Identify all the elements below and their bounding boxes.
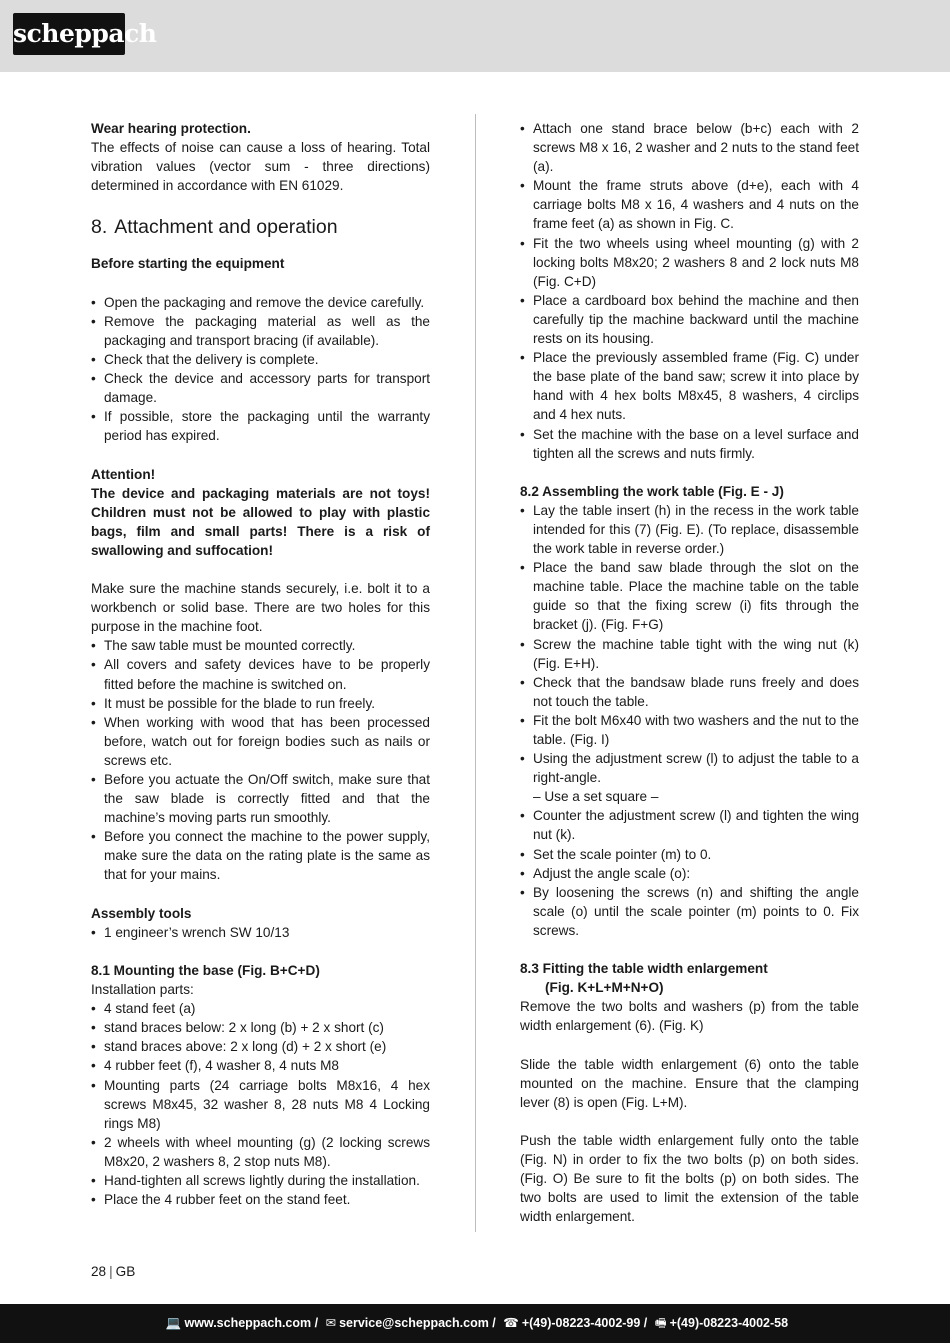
list-item: • stand braces below: 2 x long (b) + 2 x short (c) [91,1018,430,1037]
width-title-figs: (Fig. K+L+M+N+O) [545,980,664,996]
list-item: • Set the machine with the base on a level surface and tighten all the screws and nuts firmly. [520,425,859,463]
list-item: • Using the adjustment screw (l) to adjust the table to a right-angle. [520,749,859,787]
column-divider [475,114,476,1232]
list-item: • Place the 4 rubber feet on the stand feet. [91,1190,430,1209]
page-number-value: 28 [91,1264,107,1279]
list-item: • When working with wood that has been processed before, watch out for foreign bodies such as nails or screws etc. [91,713,430,770]
page-header [0,0,950,72]
page-footer [0,1304,950,1343]
hearing-title: Wear hearing protection. [91,121,251,136]
footer-website: www.scheppach.com / [184,1316,319,1330]
envelope-icon: ✉ [325,1316,337,1330]
list-item: • 4 stand feet (a) [91,999,430,1018]
hearing-text: The effects of noise can cause a loss of hearing. Total vibration values (vector sum - three directions) determined in accordance with EN 61029. [91,140,430,194]
list-item: • 4 rubber feet (f), 4 washer 8, 4 nuts M8 [91,1056,430,1075]
tools-title: Assembly tools [91,905,192,921]
secure-text: Make sure the machine stands securely, i.e. bolt it to a workbench or solid base. There are two holes for this purpose in the machine foot. [91,581,430,635]
width-paragraph-2: Slide the table width enlargement (6) onto the table mounted on the machine. Ensure that the clamping lever (8) is open (Fig. L+M). [520,1056,859,1110]
base-title: 8.1 Mounting the base (Fig. B+C+D) [91,962,320,978]
list-item: • Set the scale pointer (m) to 0. [520,845,859,864]
list-item: • Adjust the angle scale (o): [520,864,859,883]
width-title: 8.3 Fitting the table width enlargement [520,961,768,977]
telephone-icon: ☎ [503,1316,519,1330]
table-steps-list-continued [520,806,859,940]
section-number: 8. [91,216,108,239]
list-item: • Place a cardboard box behind the machine and then carefully tip the machine backward until the machine rests on its housing. [520,291,859,348]
list-item: • Open the packaging and remove the device carefully. [91,293,430,312]
table-title: 8.2 Assembling the work table (Fig. E - J) [520,483,784,499]
section-heading [91,214,430,254]
list-item: • Attach one stand brace below (b+c) each with 2 screws M8 x 16, 2 washer and 2 nuts to the stand feet (a). [520,119,859,176]
list-item: • It must be possible for the blade to run freely. [91,694,430,713]
list-item: • 2 wheels with wheel mounting (g) (2 locking screws M8x20, 2 washers 8, 2 stop nuts M8). [91,1133,430,1171]
computer-icon: 💻 [165,1316,182,1330]
list-item: • Check that the delivery is complete. [91,350,430,369]
list-item: • Hand-tighten all screws lightly during the installation. [91,1171,430,1190]
list-item: • Mount the frame struts above (d+e), each with 4 carriage bolts M8 x 16, 4 washers and 4 nuts on the frame feet (a) as shown in Fig. C. [520,176,859,233]
list-item: • Place the previously assembled frame (Fig. C) under the base plate of the band saw; screw it into place by hand with 4 hex bolts M8x45, 8 washers, 4 circlips and 4 hex nuts. [520,348,859,424]
list-item: • Fit the bolt M6x40 with two washers and the nut to the table. (Fig. I) [520,711,859,749]
page-number: 28 | GB [91,1264,136,1279]
list-item: • Check that the bandsaw blade runs freely and does not touch the table. [520,673,859,711]
list-item: • Mounting parts (24 carriage bolts M8x16, 4 hex screws M8x45, 32 washer 8, 28 nuts M8 4 Locking rings M8) [91,1076,430,1133]
fax-icon: 🖷 [654,1316,667,1330]
left-column [91,119,430,1209]
list-item: • Before you actuate the On/Off switch, make sure that the saw blade is correctly fitted and that the machine’s moving parts run smoothly. [91,770,430,827]
width-paragraph-3: Push the table width enlargement fully onto the table (Fig. N) in order to fix the two bolts (p) on both sides. (Fig. O) Be sure to fit the bolts (p) on both sides. The two bolts are used to limit the extension of the table width enlargement. [520,1132,859,1225]
before-list [91,293,430,446]
list-item: • If possible, store the packaging until the warranty period has expired. [91,407,430,445]
list-item: • stand braces above: 2 x long (d) + 2 x short (e) [91,1037,430,1056]
list-item: • Check the device and accessory parts for transport damage. [91,369,430,407]
footer-fax: +(49)-08223-4002-58 [669,1316,789,1330]
secure-list [91,636,430,884]
list-item: • Place the band saw blade through the slot on the machine table. Place the machine table on the table guide so that the fixing screw (i) fits through the bracket (j). (Fig. F+G) [520,558,859,634]
list-item: • Screw the machine table tight with the wing nut (k) (Fig. E+H). [520,635,859,673]
attention-text: The device and packaging materials are not toys! Children must not be allowed to play with plastic bags, film and small parts! There is a risk of swallowing and suffocation! [91,485,430,558]
list-item: • Before you connect the machine to the power supply, make sure the data on the rating plate is the same as that for your mains. [91,827,430,884]
width-paragraph-1: Remove the two bolts and washers (p) from the table width enlargement (6). (Fig. K) [520,999,859,1034]
right-column [520,119,859,1226]
list-item: • All covers and safety devices have to be properly fitted before the machine is switched on. [91,655,430,693]
tools-list [91,923,430,942]
list-item: • Counter the adjustment screw (l) and tighten the wing nut (k). [520,806,859,844]
list-item: • 1 engineer’s wrench SW 10/13 [91,923,430,942]
list-item: • The saw table must be mounted correctly. [91,636,430,655]
list-item: • Remove the packaging material as well as the packaging and transport bracing (if available). [91,312,430,350]
scheppach-logo: scheppach [13,13,125,55]
table-steps-list [520,501,859,787]
list-item: • Fit the two wheels using wheel mounting (g) with 2 locking bolts M8x20; 2 washers 8 and 2 lock nuts M8 (Fig. C+D) [520,234,859,291]
footer-phone: +(49)-08223-4002-99 / [521,1316,648,1330]
base-intro: Installation parts: [91,982,194,998]
page-language: GB [115,1264,136,1279]
before-title: Before starting the equipment [91,256,285,272]
attention-title: Attention! [91,466,156,482]
base-steps-list [520,119,859,463]
footer-email: service@scheppach.com / [339,1316,496,1330]
list-item: • By loosening the screws (n) and shifting the angle scale (o) until the scale pointer (m) points to 0. Fix screws. [520,883,859,940]
set-square-note: – Use a set square – [533,789,659,805]
list-item: • Lay the table insert (h) in the recess in the work table intended for this (7) (Fig. E). (To replace, disassemble the work table in reverse order.) [520,501,859,558]
base-parts-list [91,999,430,1209]
section-title: Attachment and operation [114,216,338,239]
